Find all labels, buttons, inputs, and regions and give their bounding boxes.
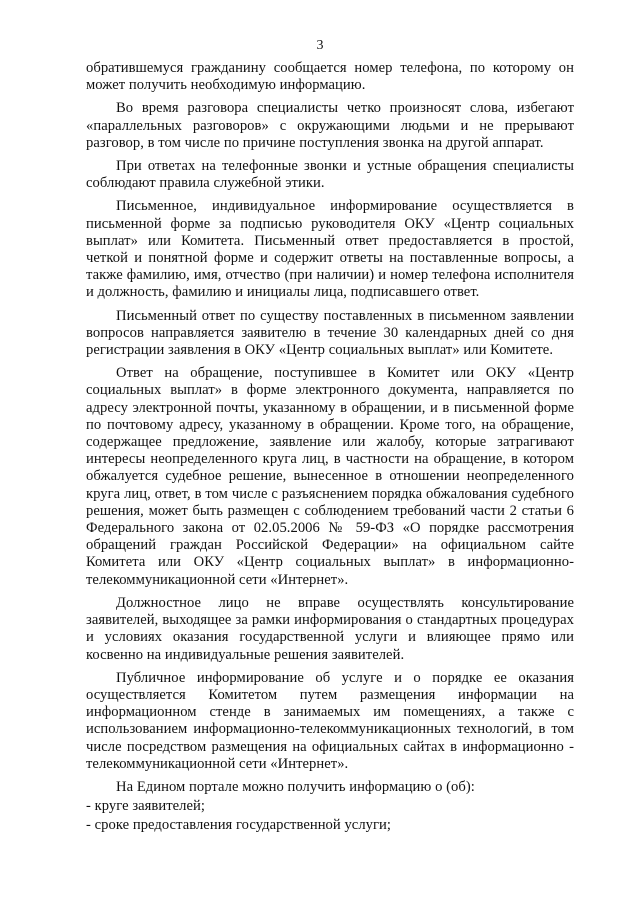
paragraph-9: На Едином портале можно получить информацию о (об): (116, 778, 475, 795)
paragraph-1: обратившемуся гражданину сообщается номер телефона, по которому он может получить необходимую информацию. (86, 60, 574, 94)
paragraph-7: Должностное лицо не вправе осуществлять консультирование заявителей, выходящее за рамки информирования о стандартных процедурах и условиях оказания государственной услуги и влияющее прямо или косвенно на индивидуальные решения заявителей. (86, 594, 574, 663)
paragraph-2: Во время разговора специалисты четко произносят слова, избегают «параллельных разговоров» с окружающими людьми и не прерывают разговор, в том числе по причине поступления звонка на другой аппарат. (86, 100, 574, 151)
paragraph-5: Письменный ответ по существу поставленных в письменном заявлении вопросов направляется заявителю в течение 30 календарных дней со дня регистрации заявления в ОКУ «Центр социальных выплат» или Комитете. (86, 307, 574, 359)
page-number: 3 (316, 38, 324, 53)
list-item-2: - сроке предоставления государственной услуги; (86, 817, 392, 834)
paragraph-6: Ответ на обращение, поступившее в Комитет или ОКУ «Центр социальных выплат» в форме электронного документа, направляется по адресу электронной почты, указанному в обращении, и в письменной форме по почтовому адресу, указанному в обращении. Кроме того, на обращение, содержащее предложение, заявление или жалобу, которые затрагивают интересы неопределенного круга лиц, в частности на обращение, в котором обжалуется судебное решение, вынесенное в отношении неопределенного круга лиц, ответ, в том числе с разъяснением порядка обжалования судебного решения, может быть размещен с соблюдением требований части 2 статьи 6 Федерального закона от 02.05.2006 № 59-ФЗ «О порядке рассмотрения обращений граждан Российской Федерации» на официальном сайте Комитета или ОКУ «Центр социальных выплат» в информационно-телекоммуникационной сети «Интернет». (86, 365, 574, 588)
document-body (86, 60, 574, 837)
list-item-1: - круге заявителей; (86, 798, 206, 815)
paragraph-8: Публичное информирование об услуге и о порядке ее оказания осуществляется Комитетом путем размещения информации на информационном стенде в занимаемых им помещениях, а также с использованием информационно-телекоммуникационных технологий, в том числе посредством размещения на официальных сайтах в информационно - телекоммуникационной сети «Интернет». (86, 669, 574, 772)
paragraph-4: Письменное, индивидуальное информирование осуществляется в письменной форме за подписью руководителя ОКУ «Центр социальных выплат» или Комитета. Письменный ответ предоставляется в простой, четкой и понятной форме и содержит ответы на поставленные вопросы, а также фамилию, имя, отчество (при наличии) и номер телефона исполнителя и должность, фамилию и инициалы лица, подписавшего ответ. (86, 198, 574, 301)
paragraph-3: При ответах на телефонные звонки и устные обращения специалисты соблюдают правила служебной этики. (86, 158, 574, 192)
